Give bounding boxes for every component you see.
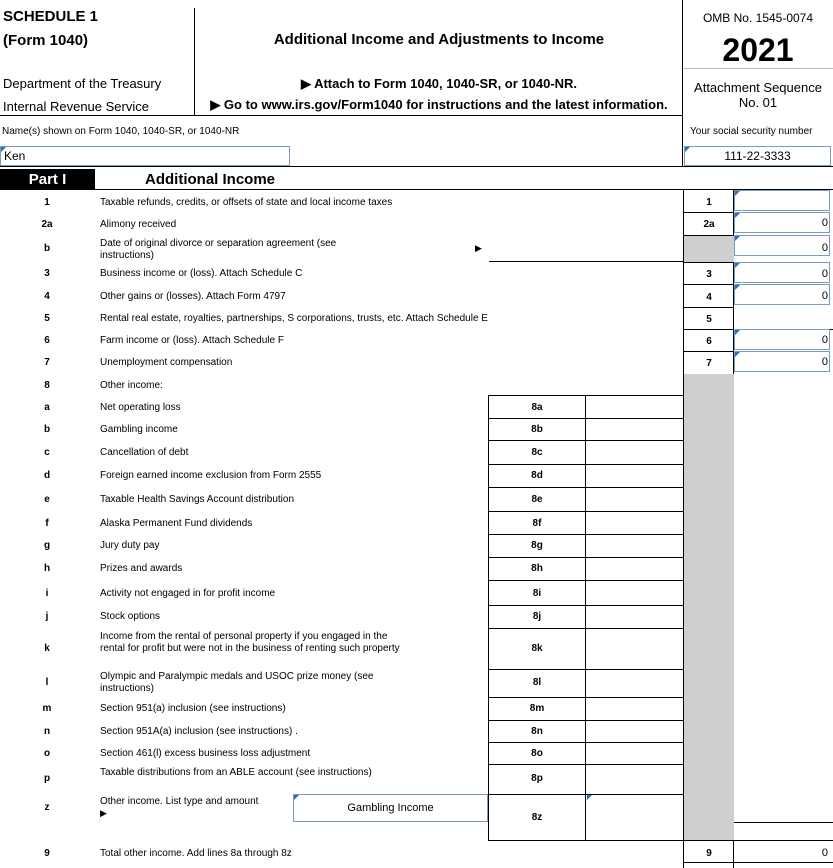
line-letter: p xyxy=(43,773,51,784)
line-8j-description: Stock options xyxy=(100,611,161,622)
row-rule xyxy=(684,307,734,308)
header-divider-right xyxy=(682,0,683,166)
line-4-amount-value: 0 xyxy=(821,290,828,302)
part-badge: Part I xyxy=(0,169,95,190)
header-bottom-rule xyxy=(0,115,682,116)
form-number: (Form 1040) xyxy=(3,32,89,49)
ssn-input[interactable] xyxy=(684,146,831,166)
line-8d-box-label: 8d xyxy=(531,470,543,481)
line-8f-amount-input[interactable] xyxy=(586,511,683,534)
line-letter: g xyxy=(43,540,51,551)
tax-year: 2021 xyxy=(722,32,794,68)
line-letter: f xyxy=(45,518,49,529)
schedule-title: SCHEDULE 1 xyxy=(3,8,99,25)
line-letter: b xyxy=(43,243,51,254)
line-number: 4 xyxy=(44,291,50,302)
line-number: 2a xyxy=(41,219,53,230)
attachment-sequence xyxy=(684,80,832,110)
line-3-description: Business income or (loss). Attach Schedule C xyxy=(100,268,303,279)
line-8n-amount-input[interactable] xyxy=(586,720,683,742)
line-8m-description: Section 951(a) inclusion (see instructions) xyxy=(100,703,286,714)
line-8c-amount-input[interactable] xyxy=(586,440,683,464)
line-4-description: Other gains or (losses). Attach Form 4797 xyxy=(100,291,286,302)
line-9-description: Total other income. Add lines 8a through 8z xyxy=(100,848,292,859)
row-rule xyxy=(684,351,734,352)
line-8n-description: Section 951A(a) inclusion (see instructions) . xyxy=(100,726,298,737)
line-8m-box-label: 8m xyxy=(529,703,545,714)
line-8j-box-label: 8j xyxy=(532,611,542,622)
line-8i-description: Activity not engaged in for profit income xyxy=(100,588,276,599)
line-2b-description: Date of original divorce or separation agreement (see instructions) xyxy=(100,238,337,261)
line-letter: j xyxy=(45,611,49,622)
date-entry-rule xyxy=(489,261,684,262)
line-8o-amount-input[interactable] xyxy=(586,742,683,764)
line-box-number: 2a xyxy=(703,219,715,230)
row-rule xyxy=(684,284,734,285)
line-8o-box-label: 8o xyxy=(531,748,543,759)
line-8h-amount-input[interactable] xyxy=(586,557,683,580)
line-8l-description: Olympic and Paralympic medals and USOC prize money (see instructions) xyxy=(100,671,374,694)
field-marker-icon xyxy=(735,191,740,196)
line-8z-type-input[interactable] xyxy=(293,794,488,822)
line-8j-amount-input[interactable] xyxy=(586,605,683,628)
line-8g-amount-input[interactable] xyxy=(586,534,683,557)
line-8h-description: Prizes and awards xyxy=(100,563,183,574)
line-box-number: 9 xyxy=(706,848,712,859)
line-box-number: 1 xyxy=(706,197,712,208)
line-8p-amount-input[interactable] xyxy=(586,764,683,794)
line-8a-description: Net operating loss xyxy=(100,402,181,413)
taxpayer-name-input[interactable] xyxy=(0,146,290,166)
line-8i-amount-input[interactable] xyxy=(586,580,683,605)
line-1-amount-input[interactable] xyxy=(734,190,830,211)
line-8z-type-value: Gambling Income xyxy=(347,802,434,814)
line-2a-description: Alimony received xyxy=(100,219,177,230)
line-8z-amount-input[interactable] xyxy=(585,794,684,841)
row-rule xyxy=(684,262,734,263)
line-8a-box-label: 8a xyxy=(531,402,543,413)
line-8g-description: Jury duty pay xyxy=(100,540,160,551)
line-8f-box-label: 8f xyxy=(532,518,542,529)
line-box-number: 7 xyxy=(706,358,712,369)
arrow-right-icon: ▶ xyxy=(100,808,107,818)
shaded-cell-line8 xyxy=(684,374,734,840)
line-6-amount-value: 0 xyxy=(821,334,828,346)
line-8b-description: Gambling income xyxy=(100,424,178,435)
names-label: Name(s) shown on Form 1040, 1040-SR, or 1040-NR xyxy=(2,126,240,137)
field-marker-icon xyxy=(587,795,592,800)
ssn-field-marker-icon xyxy=(685,147,690,152)
line-8c-box-label: 8c xyxy=(531,447,543,458)
line-box-number: 4 xyxy=(706,292,712,303)
line-box-number: 5 xyxy=(706,314,712,325)
line-8d-description: Foreign earned income exclusion from Form 2555 xyxy=(100,470,322,481)
row-rule xyxy=(684,862,833,863)
line-8e-description: Taxable Health Savings Account distribution xyxy=(100,494,295,505)
line-letter: k xyxy=(44,643,50,654)
line-number: 7 xyxy=(44,357,50,368)
mid-box-left-border xyxy=(488,395,489,841)
line-letter: n xyxy=(43,726,51,737)
taxpayer-bottom-rule xyxy=(0,166,833,167)
line-letter: a xyxy=(44,402,50,413)
attach-instruction: ▶ Attach to Form 1040, 1040-SR, or 1040-NR. xyxy=(300,76,578,91)
line-8b-amount-input[interactable] xyxy=(586,418,683,440)
line-box-number: 3 xyxy=(706,269,712,280)
line-letter: d xyxy=(43,470,51,481)
line-8f-description: Alaska Permanent Fund dividends xyxy=(100,518,253,529)
line-letter: b xyxy=(43,424,51,435)
line-number: 6 xyxy=(44,335,50,346)
line-8z-box-label: 8z xyxy=(531,812,543,823)
row-rule xyxy=(734,822,833,823)
mid-box-right-border xyxy=(585,395,586,794)
attachment-sequence-line2: No. 01 xyxy=(738,95,778,110)
line-1-description: Taxable refunds, credits, or offsets of state and local income taxes xyxy=(100,197,393,208)
line-9-amount-value: 0 xyxy=(821,847,828,859)
attachment-sequence-line1: Attachment Sequence xyxy=(694,80,822,95)
line-2b-value: 0 xyxy=(821,242,828,254)
part-title: Additional Income xyxy=(145,171,276,188)
line-8l-amount-input[interactable] xyxy=(586,669,683,697)
line-8e-box-label: 8e xyxy=(531,494,543,505)
line-8-description: Other income: xyxy=(100,380,163,391)
line-number: 1 xyxy=(44,197,50,208)
line-6-description: Farm income or (loss). Attach Schedule F xyxy=(100,335,284,346)
line-8d-amount-input[interactable] xyxy=(586,464,683,487)
line-letter: i xyxy=(45,588,49,599)
line-2a-amount-value: 0 xyxy=(821,217,828,229)
line-letter: m xyxy=(42,703,52,714)
line-box-number: 6 xyxy=(706,336,712,347)
line-8a-amount-input[interactable] xyxy=(586,396,683,418)
line-5-description: Rental real estate, royalties, partnerships, S corporations, trusts, etc. Attach Schedule E xyxy=(100,313,488,324)
line-8l-box-label: 8l xyxy=(532,677,542,688)
line-3-amount-value: 0 xyxy=(821,268,828,280)
row-rule xyxy=(684,235,734,236)
shaded-cell-2b xyxy=(684,236,734,262)
line-8h-box-label: 8h xyxy=(531,563,543,574)
irs-label: Internal Revenue Service xyxy=(3,99,149,114)
line-8p-box-label: 8p xyxy=(531,773,543,784)
row-rule xyxy=(488,840,833,841)
line-8k-description: Income from the rental of personal property if you engaged in the rental for profit but were not in the business of renting such property xyxy=(100,631,400,654)
omb-number: OMB No. 1545-0074 xyxy=(702,11,814,25)
line-number: 9 xyxy=(44,848,50,859)
line-letter: z xyxy=(44,802,50,813)
goto-instruction: ▶ Go to www.irs.gov/Form1040 for instructions and the latest information. xyxy=(210,97,668,112)
line-8k-box-label: 8k xyxy=(531,643,543,654)
department-label: Department of the Treasury xyxy=(3,76,162,91)
line-letter: e xyxy=(44,494,50,505)
line-8n-box-label: 8n xyxy=(531,726,543,737)
line-letter: l xyxy=(45,677,49,688)
line-7-amount-value: 0 xyxy=(821,356,828,368)
line-8c-description: Cancellation of debt xyxy=(100,447,189,458)
form-title: Additional Income and Adjustments to Income xyxy=(273,31,605,48)
line-8p-description: Taxable distributions from an ABLE account (see instructions) xyxy=(100,767,372,778)
line-8b-box-label: 8b xyxy=(531,424,543,435)
ssn-label: Your social security number xyxy=(690,126,813,137)
line-8z-description: Other income. List type and amount xyxy=(100,796,259,807)
line-number: 5 xyxy=(44,313,50,324)
field-marker-icon xyxy=(294,795,299,800)
line-letter: h xyxy=(43,563,51,574)
line-8i-box-label: 8i xyxy=(532,588,542,599)
line-letter: o xyxy=(43,748,51,759)
row-rule xyxy=(684,212,734,213)
mid-box-top-rule xyxy=(488,395,684,396)
line-8e-amount-input[interactable] xyxy=(586,487,683,511)
name-field-marker-icon xyxy=(1,147,6,152)
line-number: 8 xyxy=(44,380,50,391)
line-letter: c xyxy=(44,447,50,458)
line-number: 3 xyxy=(44,268,50,279)
arrow-right-icon: ▶ xyxy=(475,243,482,253)
line-8g-box-label: 8g xyxy=(531,540,543,551)
line-7-description: Unemployment compensation xyxy=(100,357,233,368)
line-8k-amount-input[interactable] xyxy=(586,628,683,669)
header-divider-left xyxy=(194,8,195,116)
part-rule xyxy=(95,189,833,190)
year-rule xyxy=(684,68,833,69)
line-8m-amount-input[interactable] xyxy=(586,697,683,720)
field-marker-icon xyxy=(735,236,740,241)
line-8o-description: Section 461(l) excess business loss adjustment xyxy=(100,748,311,759)
